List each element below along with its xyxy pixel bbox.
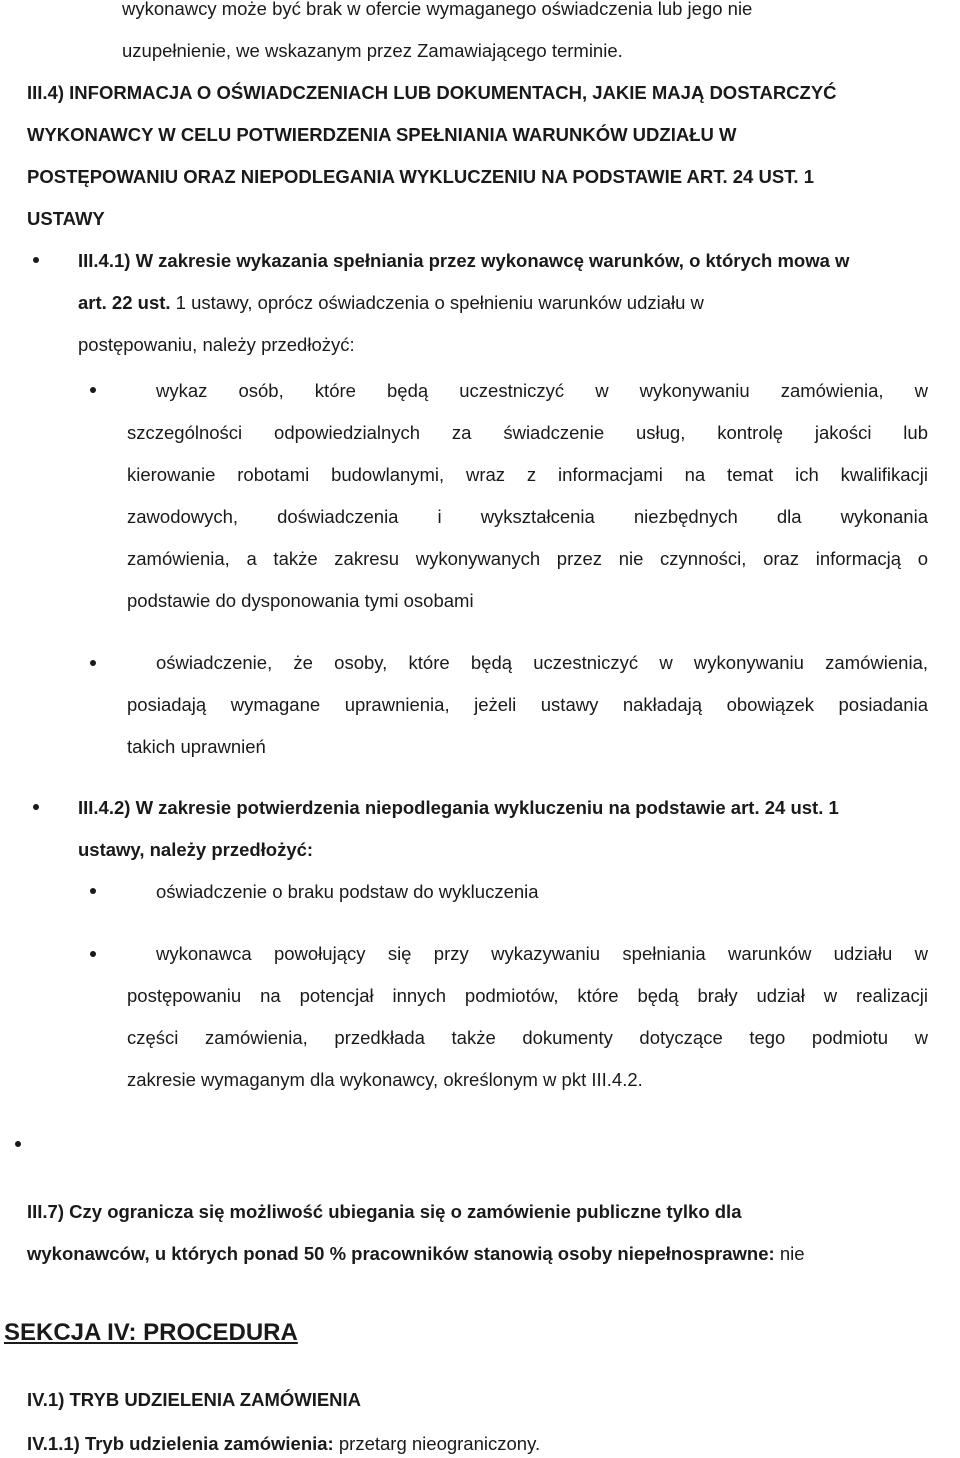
- subsection-line: [27, 1242, 805, 1266]
- list-item-line: części zamówienia, przedkłada także dokumenty dotyczące tego podmiotu w: [127, 1027, 928, 1048]
- list-item-line: zamówienia, a także zakresu wykonywanych przez nie czynności, oraz informacją o: [127, 548, 928, 569]
- subsection-line-bold: wykonawców, u których ponad 50 % pracowników stanowią osoby niepełnosprawne:: [27, 1243, 775, 1264]
- section-heading-line: USTAWY: [27, 208, 105, 229]
- list-item-line: oświadczenie, że osoby, które będą uczestniczyć w wykonywaniu zamówienia,: [156, 652, 928, 673]
- subsection-line: postępowaniu, należy przedłożyć:: [78, 334, 355, 355]
- subsection-heading: III.4.1) W zakresie wykazania spełniania przez wykonawcę warunków, o których mowa w: [78, 250, 850, 271]
- bullet-dot: [90, 660, 96, 666]
- subsection-line: ustawy, należy przedłożyć:: [78, 839, 314, 860]
- subsection-heading: III.4.2) W zakresie potwierdzenia niepodlegania wykluczeniu na podstawie art. 24 ust. 1: [78, 797, 839, 818]
- subsection-heading: IV.1) TRYB UDZIELENIA ZAMÓWIENIA: [27, 1389, 362, 1410]
- subsection-heading: III.7) Czy ogranicza się możliwość ubiegania się o zamówienie publiczne tylko dla: [27, 1201, 742, 1222]
- subsection-line-value: przetarg nieograniczony.: [333, 1433, 541, 1454]
- section-heading-line: III.4) INFORMACJA O OŚWIADCZENIACH LUB DOKUMENTACH, JAKIE MAJĄ DOSTARCZYĆ: [27, 82, 837, 103]
- section-title: SEKCJA IV: PROCEDURA: [4, 1319, 298, 1346]
- bullet-dot: [33, 804, 39, 810]
- subsection-line-bold: art. 22 ust.: [78, 292, 171, 313]
- subsection-line-bold: IV.1.1) Tryb udzielenia zamówienia:: [27, 1433, 334, 1454]
- intro-line: wykonawcy może być brak w ofercie wymaganego oświadczenia lub jego nie: [122, 0, 753, 19]
- list-item-line: wykonawca powołujący się przy wykazywaniu spełniania warunków udziału w: [156, 943, 928, 964]
- bullet-dot: [33, 257, 39, 263]
- list-item-line: posiadają wymagane uprawnienia, jeżeli ustawy nakładają obowiązek posiadania: [127, 694, 928, 715]
- list-item-line: podstawie do dysponowania tymi osobami: [127, 590, 474, 611]
- subsection-line: [27, 1432, 540, 1456]
- subsection-line-value: nie: [774, 1243, 805, 1264]
- list-item-line: zakresie wymaganym dla wykonawcy, określonym w pkt III.4.2.: [127, 1069, 643, 1090]
- bullet-dot: [15, 1141, 21, 1147]
- list-item-line: oświadczenie o braku podstaw do wykluczenia: [156, 881, 539, 902]
- list-item-line: postępowaniu na potencjał innych podmiotów, które będą brały udział w realizacji: [127, 985, 928, 1006]
- subsection-line: [78, 291, 704, 315]
- list-item-line: kierowanie robotami budowlanymi, wraz z informacjami na temat ich kwalifikacji: [127, 464, 928, 485]
- section-heading-line: WYKONAWCY W CELU POTWIERDZENIA SPEŁNIANIA WARUNKÓW UDZIAŁU W: [27, 124, 737, 145]
- subsection-line-rest: 1 ustawy, oprócz oświadczenia o spełnieniu warunków udziału w: [170, 292, 704, 313]
- intro-line: uzupełnienie, we wskazanym przez Zamawiającego terminie.: [122, 40, 623, 61]
- list-item-line: szczególności odpowiedzialnych za świadczenie usług, kontrolę jakości lub: [127, 422, 928, 443]
- bullet-dot: [90, 888, 96, 894]
- bullet-dot: [90, 951, 96, 957]
- bullet-dot: [90, 387, 96, 393]
- list-item-line: zawodowych, doświadczenia i wykształcenia niezbędnych dla wykonania: [127, 506, 928, 527]
- list-item-line: takich uprawnień: [127, 736, 266, 757]
- list-item-line: wykaz osób, które będą uczestniczyć w wykonywaniu zamówienia, w: [156, 380, 928, 401]
- section-heading-line: POSTĘPOWANIU ORAZ NIEPODLEGANIA WYKLUCZENIU NA PODSTAWIE ART. 24 UST. 1: [27, 166, 814, 187]
